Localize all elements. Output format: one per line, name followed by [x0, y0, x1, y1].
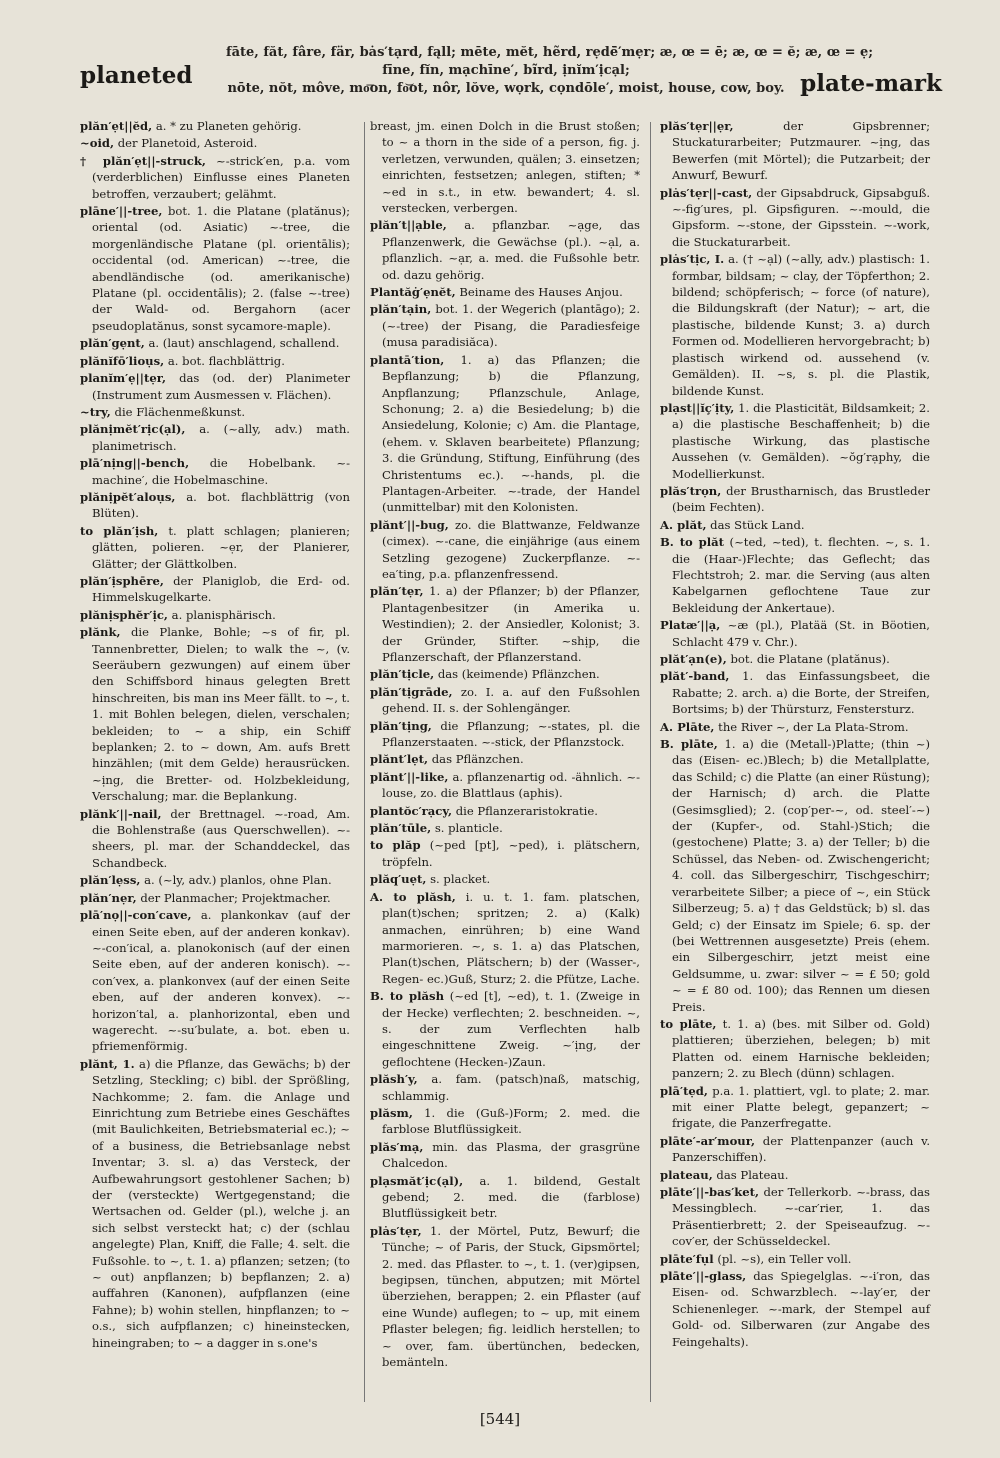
headword: plāne′||-tree,: [80, 204, 163, 219]
dictionary-entry: [80, 455, 350, 488]
definition: der Planmacher; Projektmacher.: [140, 890, 331, 905]
dictionary-entry: [370, 837, 640, 870]
dictionary-entry: [370, 1173, 640, 1222]
dictionary-entry: [660, 534, 930, 616]
dictionary-entry: [660, 517, 930, 533]
definition: 1. a) der Pflanzer; b) der Pflanzer, Plantagenbesitzer (in Amerika u. Westindien); 2. der Ansiedler, Kolonist; 3. der Gründer, Stifter. ~shịp, die Pflanzerschaft, der Pflanzerstand.: [382, 584, 641, 664]
headword: plăn′gẹnt,: [80, 336, 145, 351]
headword: plȧs′tẹr||-cast,: [660, 185, 753, 200]
definition: der Planiglob, die Erd- od. Himmelskugelkarte.: [92, 573, 350, 605]
dictionary-entry: [80, 624, 350, 804]
headword: plăs′trọn,: [660, 483, 722, 498]
dictionary-entry: [80, 907, 350, 1055]
dictionary-entry: [80, 153, 350, 202]
dictionary-entry: [370, 684, 640, 717]
dictionary-entry: [370, 718, 640, 751]
headword: ~try,: [80, 404, 111, 419]
definition: der Tellerkorb. ~-brass, das Messingblech. ~-car′rier, 1. das Präsentierbrett; 2. der Speiseaufzug. ~-cov′er, der Schüsseldeckel.: [672, 1185, 930, 1249]
dictionary-entry: [370, 988, 640, 1070]
headword: plăn′ịsphēre,: [80, 573, 164, 588]
dictionary-entry: [370, 301, 640, 350]
definition: t. 1. a) (bes. mit Silber od. Gold) plattieren; überziehen, belegen; b) mit Platten od. einem Harnische bekleiden; panzern; 2. zu Blech (dünn) schlagen.: [672, 1016, 930, 1081]
headword: planĭm′ẹ||tẹr,: [80, 371, 167, 386]
dictionary-entry: [80, 489, 350, 522]
headword: plăs′tẹr||ẹr,: [660, 119, 734, 133]
dictionary-entry: [370, 217, 640, 283]
definition: der Gipsbrenner; Stuckaturarbeiter; Putzmaurer. ~ịng, das Bewerfen (mit Mörtel); die Putzarbeit; der Anwurf, Bewurf.: [672, 119, 931, 183]
headword: plāte′||-bas′ket,: [660, 1185, 760, 1199]
dictionary-entry: [660, 185, 930, 251]
definition: das Plateau.: [716, 1167, 789, 1182]
dictionary-entry: [80, 872, 350, 888]
definition: bot. 1. der Wegerich (plantāgo); 2. (~-tree) der Pisang, die Paradiesfeige (musa paradisiăca).: [382, 302, 641, 350]
definition: min. das Plasma, der grasgrüne Chalcedon.: [382, 1139, 640, 1171]
dictionary-entry: [80, 523, 350, 572]
dictionary-entry: [80, 370, 350, 403]
headword: ~oid,: [80, 136, 114, 151]
dictionary-entry: [370, 1223, 640, 1371]
definition: Beiname des Hauses Anjou.: [459, 285, 623, 300]
definition: der Brettnagel. ~-road, Am. die Bohlenstraße (aus Querschwellen). ~-sheers, pl. mar. der Schanddeckel, das Schandbeck.: [92, 806, 351, 870]
dictionary-entry: [80, 203, 350, 334]
definition: s. placket.: [430, 872, 491, 887]
definition: die Pflanzeraristokratie.: [455, 803, 598, 818]
definition: a. * zu Planeten gehörig.: [155, 119, 302, 133]
headword: Plantăġ′ẹnĕt,: [370, 285, 456, 300]
column-1: [80, 118, 350, 1403]
definition: zo. die Blattwanze, Feldwanze (cimex). ~-cane, die einjährige (aus einem Setzling gezogene) Zuckerpflanze. ~-ea′ting, p.a. pflanzenfressend.: [382, 517, 640, 581]
dictionary-entry: [660, 1251, 930, 1267]
definition: a. (laut) anschlagend, schallend.: [148, 336, 340, 351]
definition: s. planticle.: [434, 821, 503, 836]
dictionary-entry: [80, 890, 350, 906]
headword: plănịsphĕr′ịc,: [80, 607, 168, 622]
dictionary-entry: [370, 803, 640, 819]
headword: plăn′lẹss,: [80, 873, 141, 888]
definition: a. bot. flachblättrig.: [167, 353, 285, 368]
definition: die Flächenmeßkunst.: [114, 404, 246, 419]
definition: das Spiegelglas. ~-i′ron, das Eisen- od. Schwarzblech. ~-lay′er, der Schienenleger. ~-mark, der Stempel auf Gold- od. Silberwaren (zur Angabe des Feingehalts).: [672, 1269, 930, 1349]
headword: plantŏc′rạcy,: [370, 803, 452, 818]
definition: der Plattenpanzer (auch v. Panzerschiffen).: [672, 1133, 931, 1165]
dictionary-entry: [80, 135, 350, 151]
headword: to plăp: [370, 838, 421, 853]
definition: a. 1. bildend, Gestalt gebend; 2. med. die (farblose) Blutflüssigkeit betr.: [382, 1173, 640, 1221]
dictionary-entry: [370, 583, 640, 665]
definition: a. pflanzenartig od. -ähnlich. ~-louse, zo. die Blattlaus (aphis).: [382, 769, 640, 801]
definition: 1. das Einfassungsbeet, die Rabatte; 2. arch. a) die Borte, der Streifen, Bortsims; b) der Thürsturz, Fenstersturz.: [672, 669, 930, 717]
dictionary-entry: [660, 1167, 930, 1183]
dictionary-entry: [370, 871, 640, 887]
dictionary-entry: [370, 284, 640, 300]
dictionary-entry: [660, 118, 930, 184]
dictionary-entry: [80, 353, 350, 369]
dictionary-entry: [660, 400, 930, 482]
headword: plăt′-band,: [660, 669, 730, 684]
headword: plȧs′tịc, I.: [660, 252, 725, 267]
pronunciation-line: fīne, fĭn, mạchīne′, bĩrd, ịnĭm′ịcạl;: [382, 63, 630, 78]
headword: plăsh′y,: [370, 1072, 418, 1087]
definition: a. († ~ạl) (~ally, adv.) plastisch: 1. formbar, bildsam; ~ clay, der Töpferthon; 2. bildend; schöpferisch; ~ force (of nature), die Bildungskraft (der Natur); ~ art, die plastische, bildende Kunst; 3. a) durch Formen od. Modellieren hervorgebracht; b) plastisch wirkend od. aussehend (v. Gemälden). II. ~s, s. pl. die Plastik, bildende Kunst.: [672, 252, 930, 398]
headword: plāte′||-glass,: [660, 1269, 747, 1284]
pronunciation-line: nōte, nŏt, môve, mo͞on, fo͝ot, nôr, lŏve, wọrk, cọndōle′, moist, house, cow, boy.: [227, 81, 785, 96]
dictionary-entry: [80, 335, 350, 351]
headword: A. Plāte,: [660, 719, 715, 734]
definition: a) die Pflanze, das Gewächs; b) der Setzling, Steckling; c) bibl. der Sprößling, Nachkomme; 2. fam. die Anlage und Einrichtung zum Betriebe eines Geschäftes (mit Baulichkeiten, Betriebsmaterial ec.); ~ of a business, die Betriebsanlage nebst Inventar; 3. sl. a) das Versteck, der Aufbewahrungsort gestohlener Sachen; b) der (versteckte) Wertgegenstand; die Wertsachen od. Gelder (pl.), welche j. an sich selbst versteckt hat; c) der (schlau angelegte) Plan, Kniff, die Falle; 4. selt. die Fußsohle. to ~, t. 1. a) pflanzen; setzen; (to ~ out) anpflanzen; b) bepflanzen; 2. a) auffahren (Kanonen), aufpflanzen (eine Fahne); b) wohin stellen, hinpflanzen; to ~ o.s., sich aufpflanzen; c) hineinstecken, hineingraben; to ~ a dagger in s.one's: [92, 1056, 351, 1350]
definition: i. u. t. 1. fam. platschen, plan(t)schen; spritzen; 2. a) (Kalk) anmachen, einrühren; b) eine Wand marmorieren. ~, s. 1. a) das Platschen, Plan(t)schen, Plätschern; b) der (Wasser-, Regen- ec.)Guß, Sturz; 2. die Pfütze, Lache.: [382, 889, 640, 986]
dictionary-entry: [660, 719, 930, 735]
pronunciation-line: fāte, făt, fâre, fär, bȧs′tạrd, fąll; mēte, mĕt, hẽrd, rẹdē̄′mẹr; æ, œ = ē; æ, œ = ĕ; æ, œ = ẹ;: [226, 45, 874, 60]
definition: a. (~ally, adv.) math. planimetrisch.: [92, 422, 350, 453]
headword: plănịmĕt′rịc(ạl),: [80, 422, 186, 437]
definition: bot. die Platane (platănus).: [730, 652, 890, 666]
dictionary-entry: [370, 889, 640, 987]
definition: das Pflänzchen.: [431, 752, 524, 767]
definition: 1. die (Guß-)Form; 2. med. die farblose Blutflüssigkeit.: [382, 1105, 641, 1137]
headword: B. to plăt: [660, 535, 725, 550]
definition: die Pflanzung; ~-states, pl. die Pflanzerstaaten. ~-stick, der Pflanzstock.: [382, 718, 640, 750]
headword: plănt′||-like,: [370, 769, 449, 784]
headword: to plăn′ịsh,: [80, 523, 159, 538]
headword: plăn′ẹt||ĕd,: [80, 119, 153, 133]
headword: plănt′||-bug,: [370, 517, 449, 532]
definition: das Stück Land.: [710, 517, 805, 532]
definition: 1. der Mörtel, Putz, Bewurf; die Tünche; ~ of Paris, der Stuck, Gipsmörtel; 2. med. das Pflaster. to ~, t. 1. (ver)gipsen, begipsen, tünchen, abputzen; mit Mörtel überziehen, berappen; 2. ein Pflaster (auf eine Wunde) auflegen; to ~ up, mit einem Pflaster belegen; fig. leidlich herstellen; to ~ over, fam. übertünchen, bedecken, bemänteln.: [382, 1223, 641, 1370]
headword: plā′nịng||-bench,: [80, 456, 190, 471]
definition: zo. I. a. auf den Fußsohlen gehend. II. s. der Sohlengänger.: [382, 684, 641, 716]
dictionary-entry: [80, 573, 350, 606]
headword: † plăn′ẹt||-struck,: [80, 153, 206, 168]
definition: die Planke, Bohle; ~s of fir, pl. Tannenbretter, Dielen; to walk the ~, (v. Seeräubern gezwungen) auf einem über den Schiffsbord hinaus gelegten Brett hinschreiten, bis man ins Meer fällt. to ~, t. 1. mit Bohlen belegen, dielen, verschalen; bekleiden; to ~ a ship, ein Schiff beplanken; 2. to ~ down, Am. aufs Brett hinzählen; (mit dem Gelde) herausrücken. ~ịng, die Bretter- od. Holzbekleidung, Verschalung; mar. die Beplankung.: [92, 625, 350, 804]
dictionary-entry: [660, 651, 930, 667]
headword: plănĭfō′lioụs,: [80, 353, 165, 368]
dictionary-entry: [80, 806, 350, 872]
headword: plăn′tịgrāde,: [370, 684, 453, 699]
dictionary-entry: [660, 483, 930, 516]
definition: (pl. ~s), ein Teller voll.: [717, 1251, 852, 1266]
headword: A. plăt,: [660, 517, 707, 532]
headword: plȧs′tẹr,: [370, 1223, 422, 1238]
dictionary-entry: [370, 666, 640, 682]
definition: a. plankonkav (auf der einen Seite eben, auf der anderen konkav). ~-con′ical, a. planokonisch (auf der einen Seite eben, auf der anderen konisch). ~-con′vex, a. plankonvex (auf der einen Seite eben, auf der anderen konvex). ~-horizon′tal, a. planhorizontal, eben und wagerecht. ~-su′bulate, a. bot. eben u. pfriemenförmig.: [92, 908, 351, 1054]
definition: 1. a) die (Metall-)Platte; (thin ~) das (Eisen- ec.)Blech; b) die Metallplatte, das Schild; c) die Platte (an einer Rüstung); der Harnisch; d) arch. die Platte (Gesimsglied); 2. (cop′per-~, od. steel′-~) der (Kupfer-, od. Stahl-)Stich; die (gestochene) Platte; 3. a) der Teller; b) die Schüssel, das Neben- od. Zwischengericht; 4. coll. das Silbergeschirr, Tischgeschirr; verarbeitete Silber; a piece of ~, ein Stück Silberzeug; 5. a) † das Geldstück; b) sl. das Geld; c) der Einsatz im Spiele; 6. sp. der (bei Wettrennen ausgesetzte) Preis (ehem. ein Silbergeschirr, jetzt meist eine Geldsumme, u. zwar: silver ~ = £ 50; gold ~ = £ 80 od. 100); das Rennen um diesen Preis.: [672, 737, 930, 1014]
headword: plantā′tion,: [370, 352, 445, 367]
dictionary-entry: [80, 607, 350, 623]
definition: a. bot. flachblättrig (von Blüten).: [92, 489, 351, 521]
headword: B. plāte,: [660, 737, 718, 752]
definition: 1. die Plasticität, Bildsamkeit; 2. a) die plastische Beschaffenheit; b) die plastische Wirkung, das plastische Aussehen (v. Gemälden). ~ŏg′rạphy, die Modellierkunst.: [672, 400, 930, 481]
headword: plateau,: [660, 1167, 713, 1182]
definition: (~ed [t], ~ed), t. 1. (Zweige in der Hecke) verflechten; 2. beschneiden. ~, s. der zum Verflechten halb eingeschnittene Zweig. ~′ịng, der geflochtene (Hecken-)Zaun.: [382, 989, 640, 1069]
definition: p.a. 1. plattiert, vgl. to plate; 2. mar. mit einer Platte belegt, gepanzert; ~ frigate, die Panzerfregatte.: [672, 1083, 930, 1131]
dictionary-entry: [660, 1133, 930, 1166]
dictionary-entry: [660, 736, 930, 1015]
dictionary-entry: [370, 769, 640, 802]
definition: das (keimende) Pflänzchen.: [437, 667, 600, 682]
headword: plănt, 1.: [80, 1056, 135, 1071]
definition: der Planetoid, Asteroid.: [117, 136, 258, 151]
headword: plăn′nẹr,: [80, 890, 137, 905]
definition: der Brustharnisch, das Brustleder (beim Fechten).: [672, 483, 930, 515]
headword: B. to plăsh: [370, 989, 445, 1004]
headword: plănk,: [80, 625, 121, 640]
column-3: [660, 118, 930, 1403]
dictionary-entry: [370, 751, 640, 767]
headword: plăt′ạn(e),: [660, 652, 727, 666]
headword: plăq′uẹt,: [370, 872, 427, 887]
dictionary-entry: [370, 118, 640, 216]
guide-word-left: planeted: [80, 62, 193, 89]
headword: plăn′tūle,: [370, 821, 432, 836]
dictionary-entry: [660, 1083, 930, 1132]
headword: plăsm,: [370, 1105, 413, 1120]
dictionary-entry: [370, 1071, 640, 1104]
headword: plăn′tẹr,: [370, 584, 424, 599]
dictionary-entry: [370, 820, 640, 836]
column-2: [370, 118, 640, 1403]
dictionary-entry: [370, 352, 640, 516]
headword: to plāte,: [660, 1016, 717, 1031]
headword: A. to plăsh,: [370, 889, 456, 904]
dictionary-entry: [370, 1139, 640, 1172]
definition: a. (~ly, adv.) planlos, ohne Plan.: [144, 873, 332, 888]
headword: plāte′-ar′mour,: [660, 1133, 756, 1148]
dictionary-entry: [80, 1056, 350, 1351]
columns: [80, 118, 946, 1403]
dictionary-entry: [80, 404, 350, 420]
dictionary-entry: [370, 517, 640, 583]
definition: (~ted, ~ted), t. flechten. ~, s. 1. die (Haar-)Flechte; das Geflecht; das Flechtstroh; 2. mar. die Serving (aus alten Kabelgarnen geflochtene Taue zur Bekleidung der Ankertaue).: [672, 535, 931, 615]
definition: a. pflanzbar. ~ạge, das Pflanzenwerk, die Gewächse (pl.). ~ạl, a. pflanzlich. ~ạr, a. med. die Fußsohle betr. od. dazu gehörig.: [382, 218, 640, 282]
headword: plăn′tịcle,: [370, 667, 435, 682]
definition: ~-strick′en, p.a. vom (verderblichen) Einflusse eines Planeten betroffen, verzaubert; gelähmt.: [92, 153, 351, 201]
dictionary-entry: [80, 421, 350, 454]
guide-word-right: plate-mark: [800, 70, 942, 97]
dictionary-entry: [660, 1184, 930, 1250]
dictionary-entry: [370, 1105, 640, 1138]
page-number: [544]: [479, 1410, 521, 1428]
headword: plăn′t||ạble,: [370, 218, 447, 233]
dictionary-entry: [660, 617, 930, 650]
definition: t. platt schlagen; planieren; glätten, polieren. ~ẹr, der Planierer, Glätter; der Glättkolben.: [92, 523, 350, 571]
headword: plăn′tịng,: [370, 718, 432, 733]
definition: das (od. der) Planimeter (Instrument zum Ausmessen v. Flächen).: [92, 371, 351, 402]
dictionary-entry: [660, 251, 930, 399]
headword: plạst||ĭç′ịty,: [660, 400, 735, 415]
definition: a. planisphärisch.: [171, 607, 276, 622]
headword: plăs′mạ,: [370, 1139, 424, 1154]
definition: breast, jm. einen Dolch in die Brust stoßen; to ~ a thorn in the side of a person, fig. j. verletzen, verwunden, quälen; 3. einsetzen; einrichten, festsetzen; anlegen, stiften; * ~ed in s.t., in etw. bewandert; 4. sl. verstecken, verbergen.: [370, 119, 640, 216]
headword: plănt′lẹt,: [370, 752, 429, 767]
definition: ~æ (pl.), Platää (St. in Böotien, Schlacht 479 v. Chr.).: [672, 618, 930, 649]
definition: 1. a) das Pflanzen; die Bepflanzung; b) die Pflanzung, Anpflanzung; Pflanzschule, Anlage, Schonung; 2. a) die Besiedelung; b) die Ansiedelung, Kolonie; c) Am. die Plantage, (ehem. v. Sklaven bearbeitete) Pflanzung; 3. die Gründung, Stiftung, Einführung (des Christentums ec.). ~-hands, pl. die Plantagen-Arbeiter. ~-trade, der Handel (unmittelbar) mit den Kolonisten.: [382, 352, 640, 515]
headword: plā′tẹd,: [660, 1083, 708, 1098]
dictionary-entry: [660, 1016, 930, 1082]
definition: bot. 1. die Platane (platănus); oriental (od. Asiatic) ~-tree, die morgenländische Platane (pl. orientālis); occidental (od. American) ~-tree, die abendländische (od. amerikanische) Platane (pl. occidentālis); 2. (false ~-tree) der Wald- od. Bergahorn (acer pseudoplatănus, sonst sycamore-maple).: [92, 204, 350, 333]
headword: Platæ′||ạ,: [660, 618, 721, 633]
definition: (~ped [pt], ~ped), i. plätschern, tröpfeln.: [382, 838, 641, 869]
definition: the River ~, der La Plata-Strom.: [718, 719, 909, 734]
headword: plăn′tạin,: [370, 302, 432, 317]
headword: plā′nọ||-con′cave,: [80, 908, 192, 923]
definition: die Hobelbank. ~-machine′, die Hobelmaschine.: [92, 456, 350, 487]
definition: der Gipsabdruck, Gipsabguß. ~-fig′ures, pl. Gipsfiguren. ~-mould, die Gipsform. ~-stone, der Gipsstein. ~-work, die Stuckaturarbeit.: [672, 185, 931, 249]
headword: plănịpĕt′aloụs,: [80, 489, 176, 504]
page-header: [0, 0, 1000, 112]
dictionary-entry: [660, 1268, 930, 1350]
dictionary-entry: [660, 668, 930, 717]
dictionary-entry: [80, 118, 350, 134]
definition: a. fam. (patsch)naß, matschig, schlammig.: [382, 1072, 641, 1103]
headword: plạsmăt′ịc(ạl),: [370, 1173, 464, 1188]
headword: plănk′||-nail,: [80, 806, 162, 821]
headword: plāte′fụl: [660, 1251, 714, 1266]
